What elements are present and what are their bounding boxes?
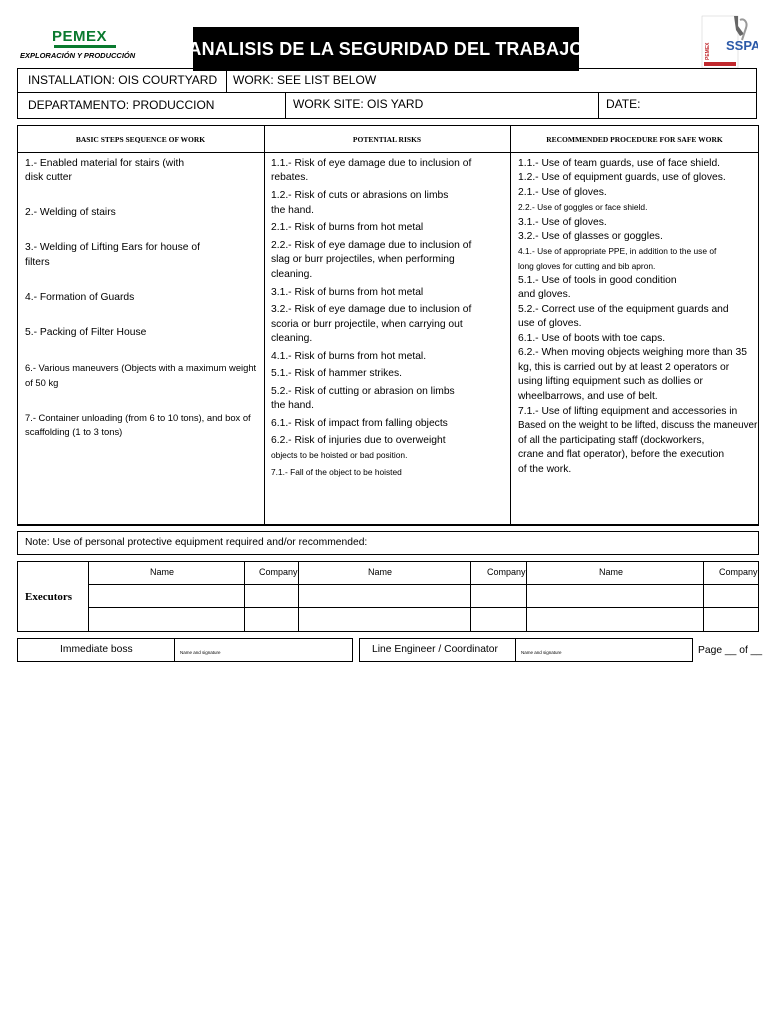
procedure-line: 4.1.- Use of appropriate PPE, in addition to the use of [518, 246, 717, 256]
steps-column-header: BASIC STEPS SEQUENCE OF WORK [75, 135, 206, 144]
procedure-line: 2.1.- Use of gloves. [518, 187, 607, 198]
pemex-logo-bar [54, 45, 116, 48]
step-line: scaffolding (1 to 3 tons) [25, 426, 123, 437]
sspa-side-text: PEMEX [705, 42, 711, 60]
risk-line: 6.2.- Risk of injuries due to overweight [271, 435, 446, 446]
risk-line: 1.2.- Risk of cuts or abrasions on limbs [271, 190, 449, 201]
pemex-subtitle: EXPLORACIÓN Y PRODUCCIÓN [20, 51, 136, 60]
date-field: DATE: [606, 97, 641, 111]
procedure-line: Based on the weight to be lifted, discuss the maneuver [518, 420, 758, 431]
risk-line: scoria or burr projectile, when carrying out [271, 319, 463, 330]
procedure-line: 3.2.- Use of glasses or goggles. [518, 231, 663, 242]
procedure-line: using lifting equipment such as dollies or [518, 376, 703, 387]
risk-line: 2.1.- Risk of burns from hot metal [271, 222, 424, 233]
step-line: 5.- Packing of Filter House [25, 327, 147, 338]
executors-col-line [526, 561, 527, 632]
executors-col-line [88, 561, 89, 632]
company-column-header: Company [719, 567, 758, 577]
sspa-logo-graphic [700, 12, 758, 70]
procedure-line: 5.2.- Correct use of the equipment guards and [518, 304, 729, 315]
executors-row-line-1 [88, 584, 759, 585]
executors-label: Executors [25, 591, 73, 603]
procedure-line: 2.2.- Use of goggles or face shield. [518, 202, 648, 212]
immediate-boss-label: Immediate boss [60, 644, 133, 655]
step-line: 3.- Welding of Lifting Ears for house of [25, 242, 200, 253]
immediate-boss-signature-hint: Name and signature [180, 650, 221, 655]
procedure-line: 1.2.- Use of equipment guards, use of gloves. [518, 172, 726, 183]
line-engineer-signature-hint: Name and signature [521, 650, 562, 655]
executors-row-line-2 [88, 607, 759, 608]
procedure-line: 5.1.- Use of tools in good condition [518, 275, 677, 286]
procedure-line: 6.2.- When moving objects weighing more than 35 [518, 347, 747, 358]
installation-field: INSTALLATION: OIS COURTYARD [28, 73, 218, 87]
main-table-col-divider-1 [264, 125, 265, 526]
risk-line: 1.1.- Risk of eye damage due to inclusion of [271, 158, 472, 169]
document-title: ANALISIS DE LA SEGURIDAD DEL TRABAJO [193, 27, 579, 71]
name-column-header: Name [150, 567, 175, 577]
procedure-line: and gloves. [518, 289, 571, 300]
risk-line: 3.1.- Risk of burns from hot metal [271, 287, 424, 298]
department-field: DEPARTAMENTO: PRODUCCION [28, 98, 215, 112]
sspa-logo [700, 12, 758, 70]
risk-line: the hand. [271, 205, 314, 216]
sspa-logo-text: SSPA [726, 38, 758, 53]
procedure-line: of all the participating staff (dockworkers, [518, 435, 705, 446]
info-row-2-divider-b [598, 92, 599, 119]
step-line: 1.- Enabled material for stairs (with [25, 158, 185, 169]
risk-line: 5.2.- Risk of cutting or abrasion on limbs [271, 386, 455, 397]
work-field: WORK: SEE LIST BELOW [233, 73, 377, 87]
procedure-line: 6.1.- Use of boots with toe caps. [518, 333, 666, 344]
immediate-boss-divider [174, 638, 175, 662]
procedure-line: kg, this is carried out by at least 2 operators or [518, 362, 730, 373]
procedure-line: of the work. [518, 464, 572, 475]
main-table-header-line [17, 152, 759, 153]
line-engineer-label: Line Engineer / Coordinator [372, 644, 498, 655]
risks-column-header: POTENTIAL RISKS [352, 135, 422, 144]
company-column-header: Company [487, 567, 526, 577]
info-row-1-divider [226, 68, 227, 93]
risk-line: 4.1.- Risk of burns from hot metal. [271, 351, 427, 362]
procedure-line: 1.1.- Use of team guards, use of face shield. [518, 158, 721, 169]
work-site-field: WORK SITE: OIS YARD [293, 97, 424, 111]
risk-line: cleaning. [271, 333, 313, 344]
pemex-logo [18, 26, 136, 62]
step-line: 6.- Various maneuvers (Objects with a maximum weight [25, 362, 257, 373]
procedure-line: 7.1.- Use of lifting equipment and accessories in [518, 406, 738, 417]
procedure-line: use of gloves. [518, 318, 582, 329]
procedure-line: 3.1.- Use of gloves. [518, 217, 607, 228]
step-line: disk cutter [25, 172, 72, 183]
risk-line: slag or burr projectiles, when performing [271, 254, 455, 265]
executors-col-line [244, 561, 245, 632]
executors-col-line [298, 561, 299, 632]
risk-line: 6.1.- Risk of impact from falling objects [271, 418, 448, 429]
procedure-line: wheelbarrows, and use of belt. [518, 391, 658, 402]
name-column-header: Name [599, 567, 624, 577]
company-column-header: Company [259, 567, 298, 577]
line-engineer-divider [515, 638, 516, 662]
step-line: of 50 kg [25, 377, 59, 388]
step-line: 2.- Welding of stairs [25, 207, 116, 218]
page-number: Page __ of __ [698, 645, 763, 656]
ppe-note: Note: Use of personal protective equipment required and/or recommended: [25, 537, 368, 548]
risk-line: 5.1.- Risk of hammer strikes. [271, 368, 403, 379]
risk-line: cleaning. [271, 269, 313, 280]
risk-line: rebates. [271, 172, 309, 183]
risk-line: 2.2.- Risk of eye damage due to inclusion of [271, 240, 472, 251]
risk-line: the hand. [271, 400, 314, 411]
risk-line: 3.2.- Risk of eye damage due to inclusion of [271, 304, 472, 315]
step-line: filters [25, 257, 50, 268]
procedure-line: long gloves for cutting and bib apron. [518, 261, 656, 271]
main-table-col-divider-2 [510, 125, 511, 526]
risk-line: objects to be hoisted or bad position. [271, 450, 408, 460]
pemex-brand: PEMEX [52, 28, 108, 45]
executors-col-line [703, 561, 704, 632]
procedure-column-header: RECOMMENDED PROCEDURE FOR SAFE WORK [546, 135, 723, 144]
info-row-2-divider-a [285, 92, 286, 119]
procedure-line: crane and flat operator), before the execution [518, 449, 725, 460]
risk-line: 7.1.- Fall of the object to be hoisted [271, 467, 402, 477]
step-line: 7.- Container unloading (from 6 to 10 tons), and box of [25, 412, 251, 423]
name-column-header: Name [368, 567, 393, 577]
executors-col-line [470, 561, 471, 632]
step-line: 4.- Formation of Guards [25, 292, 135, 303]
